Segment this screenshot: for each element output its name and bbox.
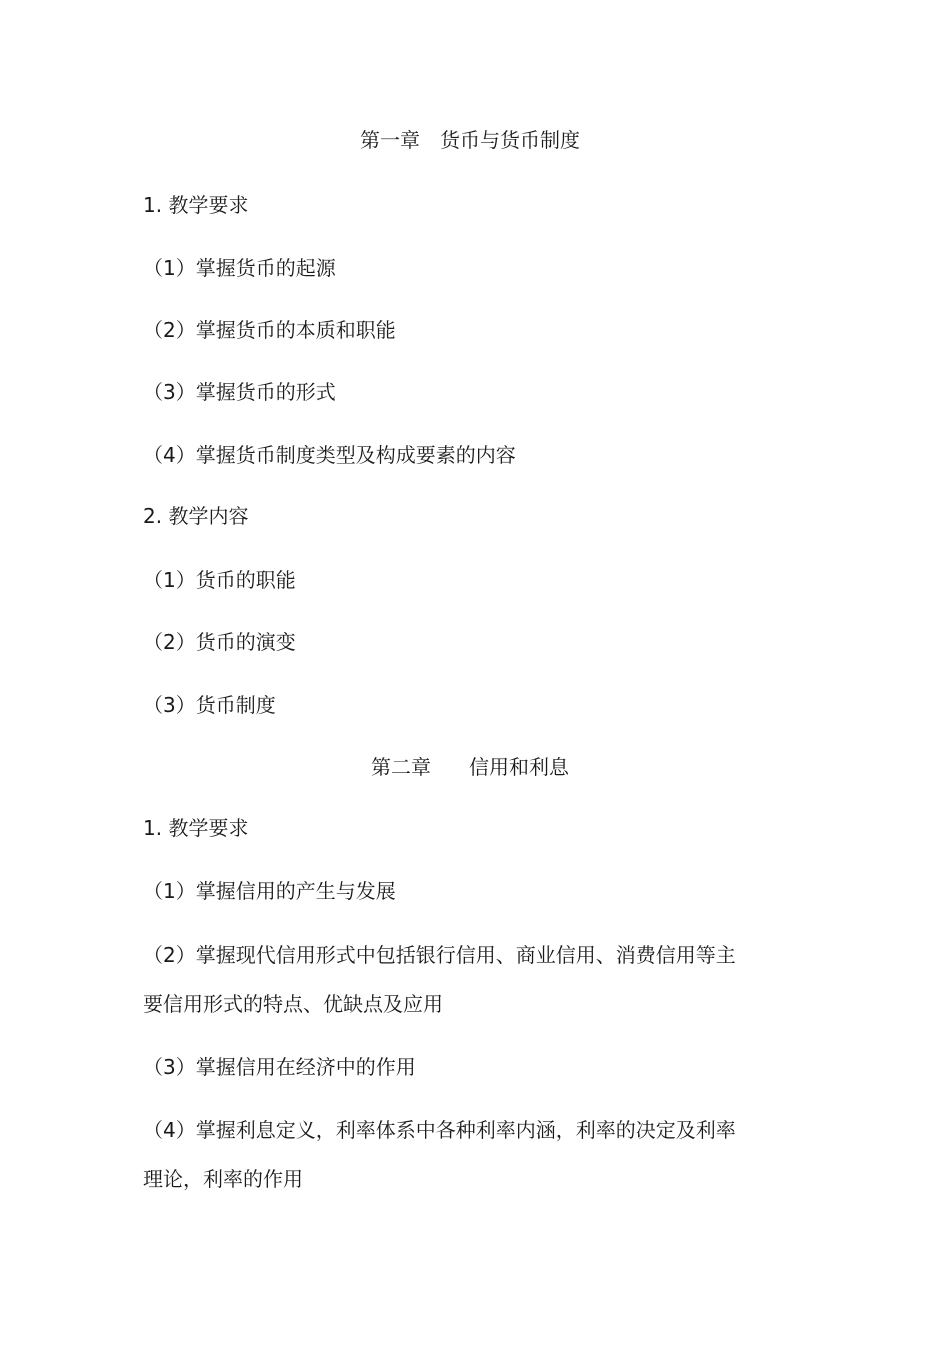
chapter-1-requirement-item: （2）掌握货币的本质和职能 <box>143 318 396 342</box>
chapter-2-requirement-item: （4）掌握利息定义，利率体系中各种利率内涵，利率的决定及利率 <box>143 1118 736 1142</box>
chapter-1-title: 货币与货币制度 <box>440 128 580 152</box>
chapter-1-content-heading: 2. 教学内容 <box>143 504 249 528</box>
chapter-1-number: 第一章 <box>360 128 420 152</box>
chapter-1-content-item: （2）货币的演变 <box>143 630 296 654</box>
chapter-1-heading <box>0 126 940 154</box>
chapter-2-requirements-heading: 1. 教学要求 <box>143 816 249 840</box>
chapter-2-requirement-continuation: 理论，利率的作用 <box>143 1167 303 1191</box>
chapter-1-requirement-item: （3）掌握货币的形式 <box>143 380 336 404</box>
chapter-1-requirement-item: （4）掌握货币制度类型及构成要素的内容 <box>143 443 516 467</box>
chapter-2-requirement-item: （1）掌握信用的产生与发展 <box>143 879 396 903</box>
chapter-2-requirement-continuation: 要信用形式的特点、优缺点及应用 <box>143 992 443 1016</box>
chapter-2-title: 信用和利息 <box>469 755 569 779</box>
chapter-1-requirement-item: （1）掌握货币的起源 <box>143 256 336 280</box>
chapter-1-requirements-heading: 1. 教学要求 <box>143 193 249 217</box>
chapter-1-content-item: （3）货币制度 <box>143 693 276 717</box>
chapter-2-number: 第二章 <box>371 755 431 779</box>
chapter-2-requirement-item: （2）掌握现代信用形式中包括银行信用、商业信用、消费信用等主 <box>143 943 736 967</box>
chapter-2-requirement-item: （3）掌握信用在经济中的作用 <box>143 1055 416 1079</box>
chapter-1-content-item: （1）货币的职能 <box>143 568 296 592</box>
chapter-2-heading <box>0 753 940 781</box>
